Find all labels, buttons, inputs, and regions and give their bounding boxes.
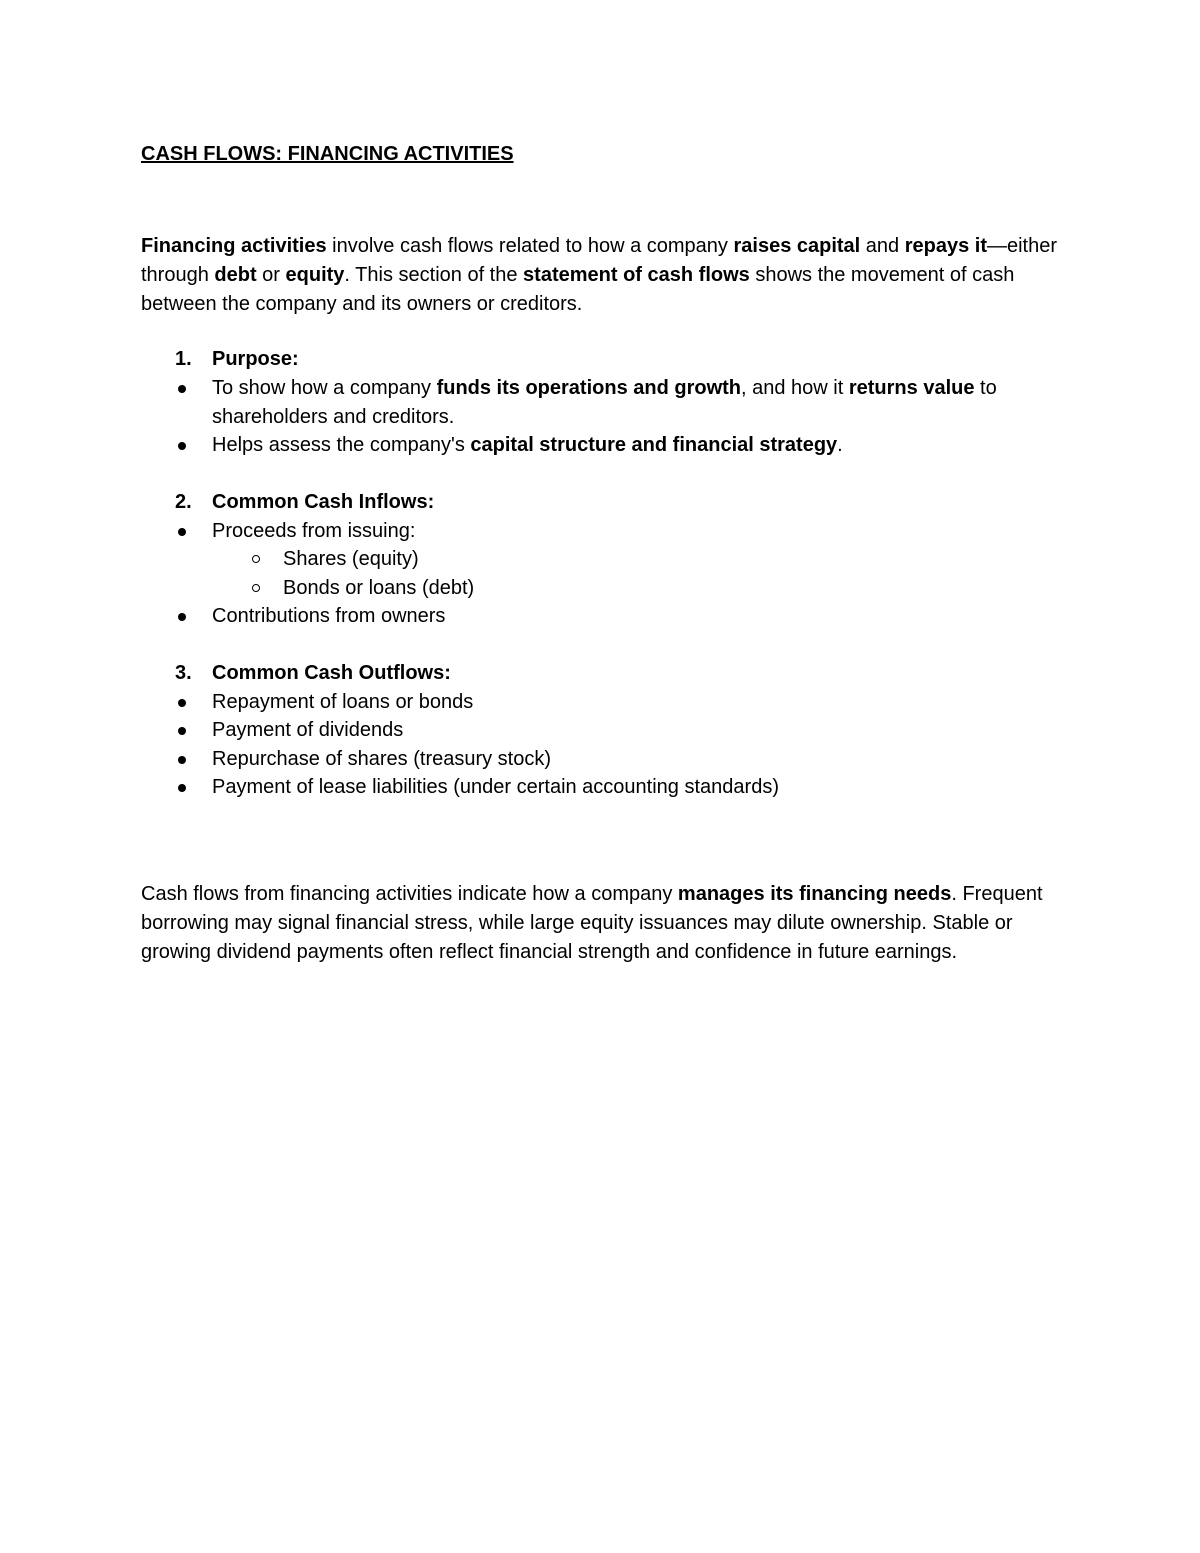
bullet-icon: [178, 699, 186, 707]
document-page: [141, 140, 1061, 987]
bullet-icon: [178, 727, 186, 735]
intro-bold-statement-of-cash-flows: statement of cash flows: [523, 264, 750, 286]
bullet-list: [141, 688, 1061, 802]
list-item: [141, 716, 1061, 745]
list-item-text: Helps assess the company's: [212, 434, 471, 456]
list-item-text: , and how it: [741, 377, 849, 399]
intro-paragraph: [141, 232, 1061, 319]
intro-text: —either through: [141, 235, 1058, 286]
list-item-bold: returns value: [848, 377, 975, 399]
list-item-text: Contributions from owners: [212, 605, 446, 627]
hollow-bullet-icon: [252, 584, 260, 592]
section-number: 2.: [175, 490, 192, 513]
closing-paragraph: [141, 880, 1061, 967]
intro-text: shows the movement of cash between the company and its owners or creditors.: [141, 264, 1015, 315]
intro-text: or: [256, 264, 286, 286]
hollow-bullet-icon: [252, 555, 260, 563]
bullet-list: [141, 517, 1061, 631]
section-heading: [141, 659, 1061, 688]
bullet-icon: [178, 613, 186, 621]
bullet-icon: [178, 385, 186, 393]
sub-list-item-text: Bonds or loans (debt): [283, 576, 475, 599]
section-purpose: [141, 345, 1061, 460]
section-heading: [141, 488, 1061, 517]
list-item-text: Proceeds from issuing:: [212, 519, 416, 542]
list-item-text: .: [837, 434, 843, 456]
closing-text: . Frequent borrowing may signal financial stress, while large equity issuances may dilute ownership. Stable or growing dividend payments often reflect financial strength and confidence in future earnings.: [141, 882, 1043, 963]
list-item-text: to shareholders and creditors.: [212, 377, 997, 428]
intro-bold-financing-activities: Financing activities: [141, 235, 327, 257]
section-number: 3.: [175, 661, 192, 684]
bullet-icon: [178, 756, 186, 764]
list-item: [141, 602, 1061, 631]
list-item: [141, 745, 1061, 774]
section-heading-text: Common Cash Inflows:: [212, 490, 435, 513]
bullet-icon: [178, 528, 186, 536]
intro-text: and: [860, 235, 905, 257]
list-item: [141, 517, 1061, 603]
list-item-text: Repurchase of shares (treasury stock): [212, 747, 552, 770]
list-item: [141, 431, 1061, 460]
list-item: [141, 374, 1061, 431]
intro-text: involve cash flows related to how a company: [326, 235, 734, 257]
bullet-icon: [178, 442, 186, 450]
section-inflows: [141, 488, 1061, 631]
bullet-list: [141, 374, 1061, 460]
section-heading-text: Common Cash Outflows:: [212, 661, 451, 684]
closing-text: Cash flows from financing activities indicate how a company: [141, 882, 678, 905]
section-heading: [141, 345, 1061, 374]
list-item-text: Repayment of loans or bonds: [212, 690, 474, 713]
intro-bold-raises-capital: raises capital: [733, 235, 861, 257]
bullet-icon: [178, 784, 186, 792]
closing-bold-manages-financing-needs: manages its financing needs: [677, 882, 952, 905]
list-item-text: To show how a company: [212, 377, 437, 399]
section-outflows: [141, 659, 1061, 802]
list-item: [141, 688, 1061, 717]
intro-bold-repays-it: repays it: [904, 235, 987, 257]
sub-list-item: [212, 574, 1061, 603]
document-title: CASH FLOWS: FINANCING ACTIVITIES: [141, 143, 514, 165]
sub-list-item: [212, 545, 1061, 574]
intro-bold-equity: equity: [285, 264, 345, 286]
list-item-bold: funds its operations and growth: [436, 377, 742, 399]
sub-bullet-list: [212, 545, 1061, 602]
list-item-text: Payment of lease liabilities (under certain accounting standards): [212, 776, 779, 798]
intro-text: . This section of the: [344, 264, 524, 286]
list-item-text: Payment of dividends: [212, 719, 404, 741]
section-heading-text: Purpose:: [212, 348, 299, 370]
intro-bold-debt: debt: [214, 264, 257, 286]
section-number: 1.: [175, 348, 192, 370]
list-item: [141, 773, 1061, 802]
list-item-bold: capital structure and financial strategy: [470, 434, 838, 456]
sub-list-item-text: Shares (equity): [283, 548, 419, 570]
